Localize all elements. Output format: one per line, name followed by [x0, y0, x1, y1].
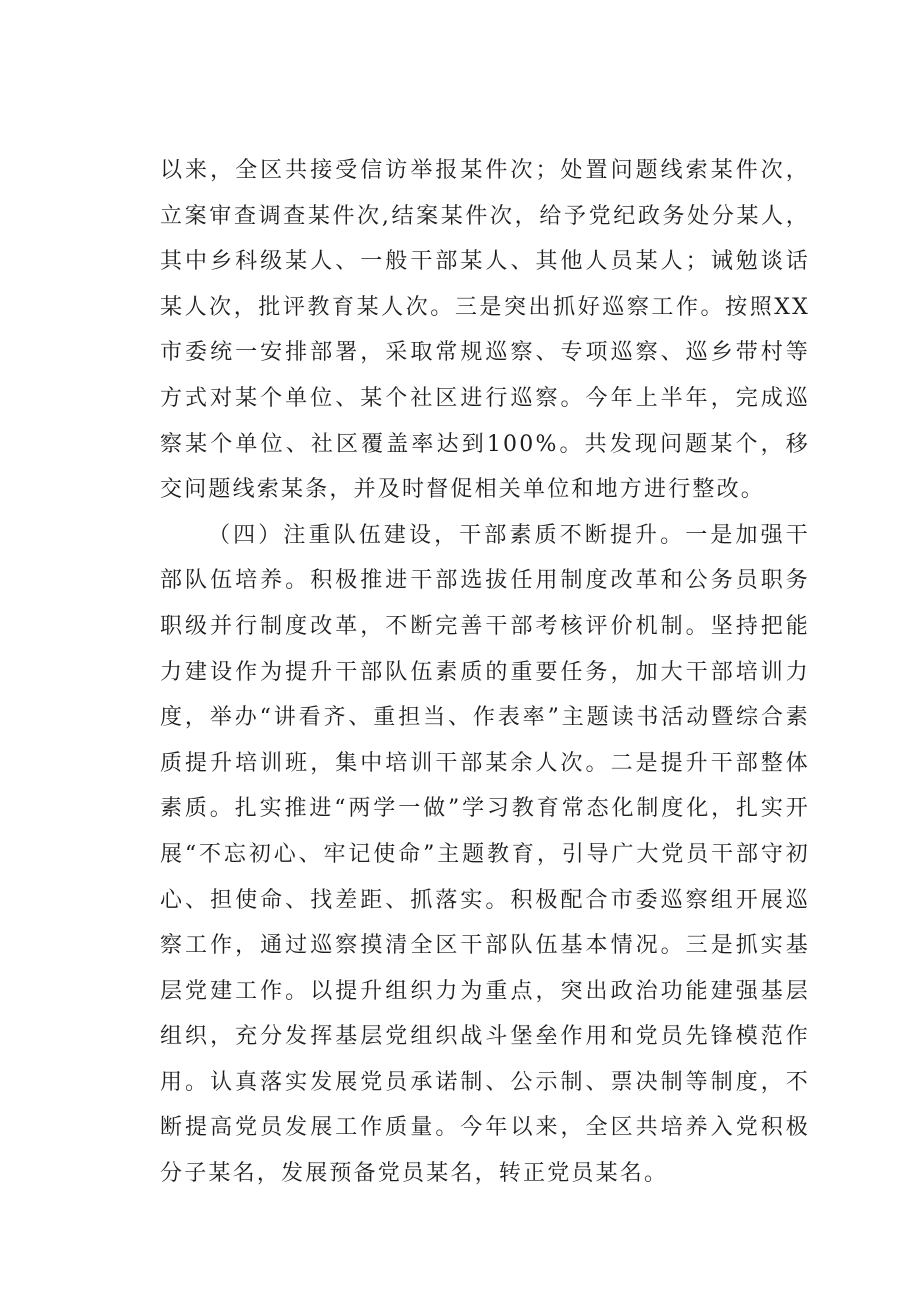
- paragraph-section-four: （四）注重队伍建设，干部素质不断提升。一是加强干部队伍培养。积极推进干部选拔任用制度改革和公务员职务职级并行制度改革，不断完善干部考核评价机制。坚持把能力建设作为提升干部队伍素质的重要任务，加大干部培训力度，举办“讲看齐、重担当、作表率”主题读书活动暨综合素质提升培训班，集中培训干部某余人次。二是提升干部整体素质。扎实推进“两学一做”学习教育常态化制度化，扎实开展“不忘初心、牢记使命”主题教育，引导广大党员干部守初心、担使命、找差距、抓落实。积极配合市委巡察组开展巡察工作，通过巡察摸清全区干部队伍基本情况。三是抓实基层党建工作。以提升组织力为重点，突出政治功能建强基层组织，充分发挥基层党组织战斗堡垒作用和党员先锋模范作用。认真落实发展党员承诺制、公示制、票决制等制度，不断提高党员发展工作质量。今年以来，全区共培养入党积极分子某名，发展预备党员某名，转正党员某名。: [160, 522, 810, 1187]
- paragraph-continuation: 以来，全区共接受信访举报某件次；处置问题线索某件次，立案审查调查某件次,结案某件次，给予党纪政务处分某人，其中乡科级某人、一般干部某人、其他人员某人；诫勉谈话某人次，批评教育某人次。三是突出抓好巡察工作。按照XX市委统一安排部署，采取常规巡察、专项巡察、巡乡带村等方式对某个单位、某个社区进行巡察。今年上半年，完成巡察某个单位、社区覆盖率达到100%。共发现问题某个，移交问题线索某条，并及时督促相关单位和地方进行整改。: [160, 158, 810, 503]
- document-body: [160, 148, 810, 1197]
